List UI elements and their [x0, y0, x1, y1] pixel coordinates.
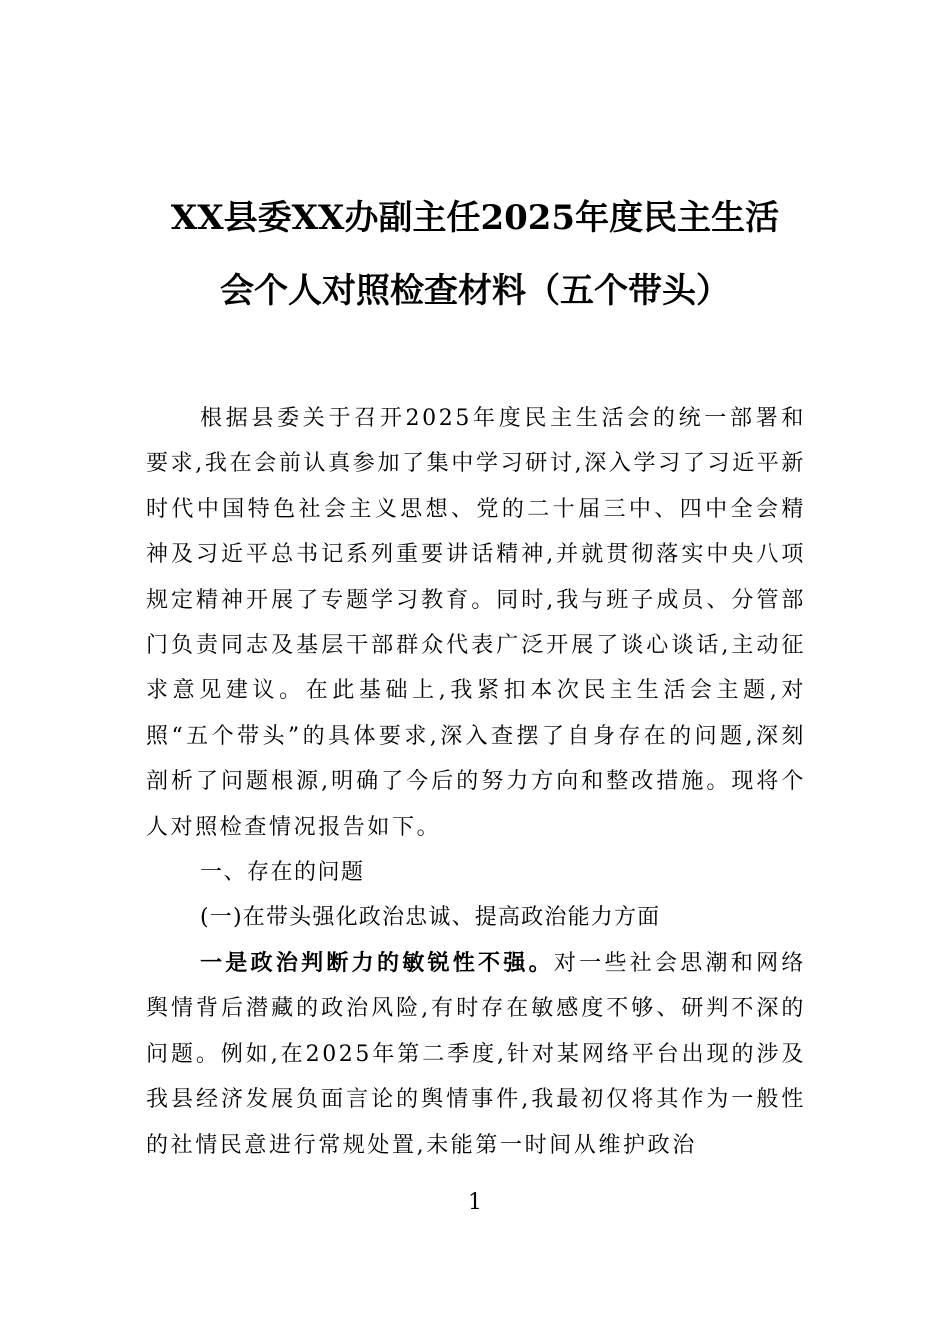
document-body — [146, 396, 806, 1168]
subsection-heading-political-loyalty: (一)在带头强化政治忠诚、提高政治能力方面 — [200, 905, 661, 931]
point-one-lead: 一是政治判断力的敏锐性不强。 — [200, 949, 554, 976]
point-one-text: 对一些社会思潮和网络舆情背后潜藏的政治风险,有时存在敏感度不够、研判不深的问题。例如,在2025年第二季度,针对某网络平台出现的涉及我县经济发展负面言论的舆情事件,我最初仅将其作为一般性的社情民意进行常规处置,未能第一时间从维护政治 — [146, 950, 806, 1158]
intro-paragraph: 根据县委关于召开2025年度民主生活会的统一部署和要求,我在会前认真参加了集中学习研讨,深入学习了习近平新时代中国特色社会主义思想、党的二十届三中、四中全会精神及习近平总书记系列重要讲话精神,并就贯彻落实中央八项规定精神开展了专题学习教育。同时,我与班子成员、分管部门负责同志及基层干部群众代表广泛开展了谈心谈话,主动征求意见建议。在此基础上,我紧扣本次民主生活会主题,对照“五个带头”的具体要求,深入查摆了自身存在的问题,深刻剖析了问题根源,明确了今后的努力方向和整改措施。现将个人对照检查情况报告如下。 — [146, 406, 806, 840]
page-number: 1 — [468, 1190, 482, 1215]
section-heading-problems: 一、存在的问题 — [200, 860, 365, 886]
document-title-line-1: XX县委XX办副主任2025年度民主生活 — [170, 198, 780, 238]
point-one-paragraph — [146, 941, 806, 1168]
document-title-line-2: 会个人对照检查材料（五个带头） — [220, 271, 730, 311]
